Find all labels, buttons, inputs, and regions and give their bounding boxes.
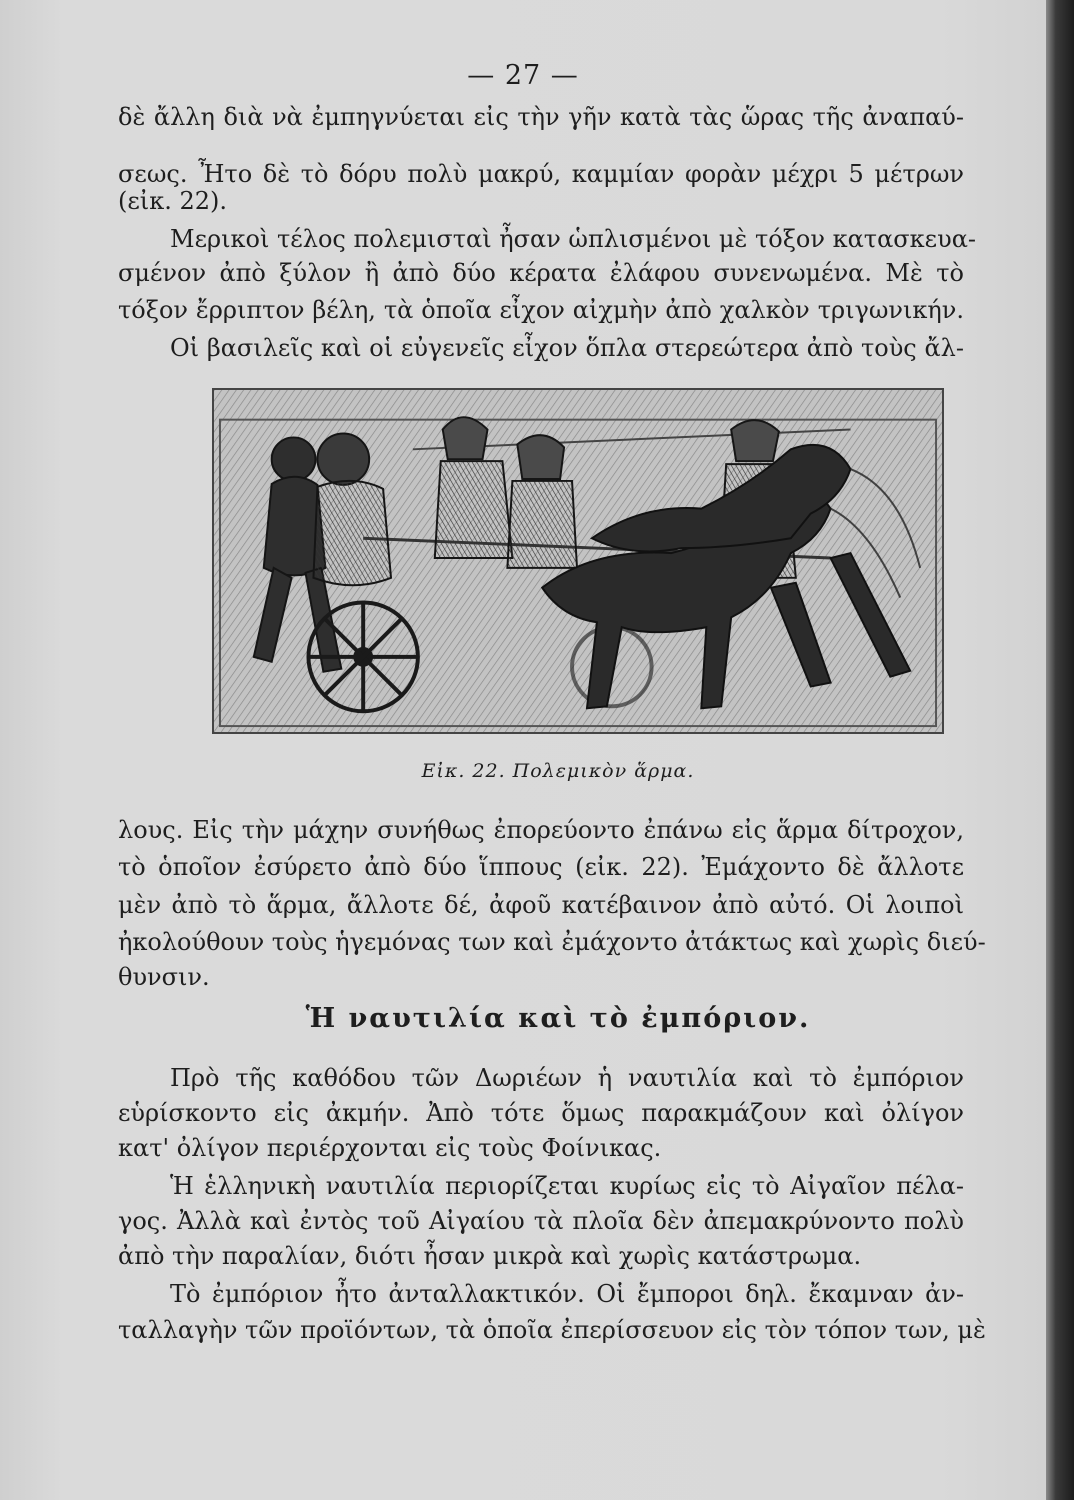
text-line: θυνσιν.: [118, 963, 210, 991]
text-line: λους. Εἰς τὴν μάχην συνήθως ἐπορεύοντο ἐπάνω εἰς ἅρμα δίτροχον,: [118, 816, 964, 844]
war-chariot-illustration: [214, 390, 942, 732]
figure-caption: Εἰκ. 22. Πολεμικὸν ἅρμα.: [421, 760, 695, 782]
text-line: Πρὸ τῆς καθόδου τῶν Δωριέων ἡ ναυτιλία καὶ τὸ ἐμπόριον: [170, 1064, 964, 1092]
section-heading: Ἡ ναυτιλία καὶ τὸ ἐμπόριον.: [305, 1003, 811, 1034]
text-line: τόξον ἔρριπτον βέλη, τὰ ὁποῖα εἶχον αἰχμὴν ἀπὸ χαλκὸν τριγωνικήν.: [118, 296, 964, 324]
text-line: (εἰκ. 22).: [118, 187, 227, 215]
war-chariot-engraving: [212, 388, 944, 734]
text-line: γος. Ἀλλὰ καὶ ἐντὸς τοῦ Αἰγαίου τὰ πλοῖα δὲν ἀπεμακρύνοντο πολὺ: [118, 1207, 964, 1235]
book-spine-edge: [1046, 0, 1074, 1500]
text-line: σμένον ἀπὸ ξύλον ἢ ἀπὸ δύο κέρατα ἐλάφου συνενωμένα. Μὲ τὸ: [118, 259, 964, 287]
text-line: Ἡ ἑλληνικὴ ναυτιλία περιορίζεται κυρίως εἰς τὸ Αἰγαῖον πέλα-: [170, 1172, 964, 1200]
text-line: Οἱ βασιλεῖς καὶ οἱ εὐγενεῖς εἶχον ὅπλα στερεώτερα ἀπὸ τοὺς ἄλ-: [170, 334, 964, 362]
text-line: μὲν ἀπὸ τὸ ἅρμα, ἄλλοτε δέ, ἀφοῦ κατέβαινον ἀπὸ αὐτό. Οἱ λοιποὶ: [118, 891, 964, 919]
text-line: δὲ ἄλλη διὰ νὰ ἐμπηγνύεται εἰς τὴν γῆν κατὰ τὰς ὥρας τῆς ἀναπαύ-: [118, 103, 964, 131]
text-line: ταλλαγὴν τῶν προϊόντων, τὰ ὁποῖα ἐπερίσσευον εἰς τὸν τόπον των, μὲ: [118, 1316, 986, 1344]
text-line: ἀπὸ τὴν παραλίαν, διότι ἦσαν μικρὰ καὶ χωρὶς κατάστρωμα.: [118, 1242, 862, 1270]
text-line: τὸ ὁποῖον ἐσύρετο ἀπὸ δύο ἵππους (εἰκ. 22). Ἐμάχοντο δὲ ἄλλοτε: [118, 853, 964, 881]
text-line: σεως. Ἦτο δὲ τὸ δόρυ πολὺ μακρύ, καμμίαν φορὰν μέχρι 5 μέτρων: [118, 160, 964, 188]
text-line: εὑρίσκοντο εἰς ἀκμήν. Ἀπὸ τότε ὅμως παρακμάζουν καὶ ὀλίγον: [118, 1099, 964, 1127]
page-number: — 27 —: [467, 60, 579, 91]
text-line: Μερικοὶ τέλος πολεμισταὶ ἦσαν ὡπλισμένοι μὲ τόξον κατασκευα-: [170, 225, 977, 253]
text-line: κατ' ὀλίγον περιέρχονται εἰς τοὺς Φοίνικας.: [118, 1134, 662, 1162]
text-line: ἠκολούθουν τοὺς ἡγεμόνας των καὶ ἐμάχοντο ἀτάκτως καὶ χωρὶς διεύ-: [118, 928, 986, 956]
text-line: Τὸ ἐμπόριον ἦτο ἀνταλλακτικόν. Οἱ ἔμποροι δηλ. ἔκαμναν ἀν-: [170, 1280, 964, 1308]
